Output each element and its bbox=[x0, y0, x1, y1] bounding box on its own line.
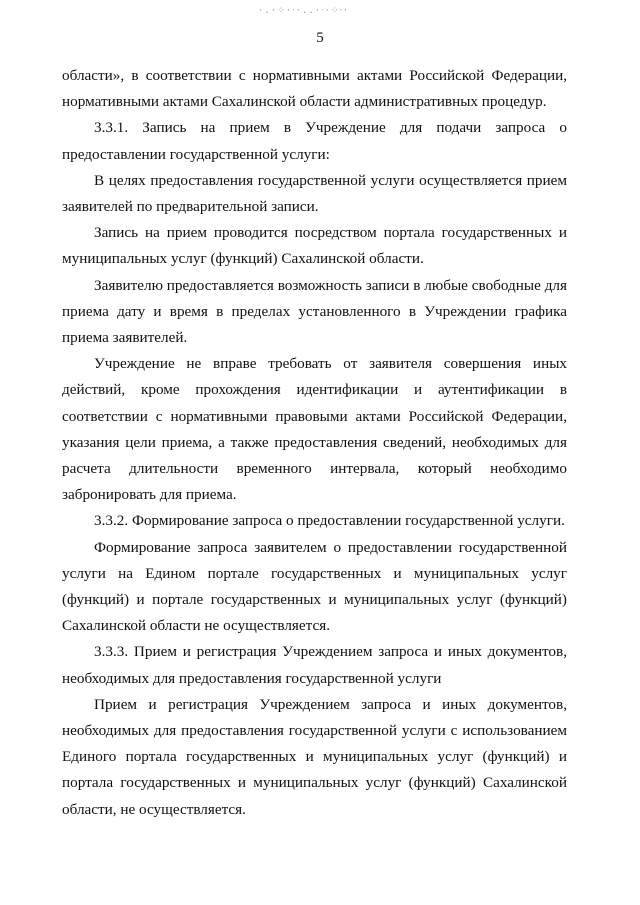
text-line: соответствии с нормативными правовыми актами Российской Федерации, bbox=[62, 407, 567, 425]
text-line: Единого портала государственных и муниципальных услуг (функций) и bbox=[62, 748, 567, 766]
text-line: Запись на прием проводится посредством портала государственных и bbox=[94, 224, 567, 242]
text-line: Учреждение не вправе требовать от заявителя совершения иных bbox=[94, 355, 567, 373]
text-line: области», в соответствии с нормативными актами Российской Федерации, bbox=[62, 67, 567, 84]
paragraph-continuation bbox=[62, 63, 567, 115]
text-line: действий, кроме прохождения идентификации и аутентификации в bbox=[62, 381, 567, 399]
text-line: муниципальных услуг (функций) Сахалинской области. bbox=[62, 250, 424, 268]
text-line: Заявителю предоставляется возможность записи в любые свободные для bbox=[94, 276, 567, 294]
scan-artifact: ·.·⁘·ᐧ·..·ᐧ·⁘ᐧ· bbox=[258, 6, 350, 16]
paragraph bbox=[62, 273, 567, 352]
text-line: 3.3.2. Формирование запроса о предоставлении государственной услуги. bbox=[94, 512, 565, 530]
text-line: услуги на Едином портале государственных и муниципальных услуг bbox=[62, 564, 567, 582]
text-line: предоставлении государственной услуги: bbox=[62, 145, 330, 163]
paragraph bbox=[62, 220, 567, 272]
text-line: 3.3.3. Прием и регистрация Учреждением запроса и иных документов, bbox=[94, 643, 567, 661]
text-line: Прием и регистрация Учреждением запроса и иных документов, bbox=[94, 695, 567, 713]
section-3-3-3-heading bbox=[62, 639, 567, 691]
text-line: расчета длительности временного интервала, который необходимо bbox=[62, 460, 567, 478]
text-line: 3.3.1. Запись на прием в Учреждение для подачи запроса о bbox=[94, 119, 567, 137]
text-line: приема дату и время в пределах установленного в Учреждении графика bbox=[62, 302, 567, 320]
text-line: В целях предоставления государственной услуги осуществляется прием bbox=[94, 171, 567, 189]
text-line: необходимых для предоставления государственной услуги с использованием bbox=[62, 722, 567, 740]
paragraph bbox=[62, 351, 567, 508]
text-line: указания цели приема, а также предоставления сведений, необходимых для bbox=[62, 433, 567, 451]
paragraph bbox=[62, 535, 567, 640]
text-line: Формирование запроса заявителем о предоставлении государственной bbox=[94, 538, 567, 556]
text-line: забронировать для приема. bbox=[62, 486, 237, 504]
text-line: заявителей по предварительной записи. bbox=[62, 198, 319, 216]
text-line: необходимых для предоставления государственной услуги bbox=[62, 669, 442, 687]
text-line: Сахалинской области не осуществляется. bbox=[62, 617, 330, 635]
text-line: приема заявителей. bbox=[62, 329, 188, 347]
text-line: портала государственных и муниципальных услуг (функций) Сахалинской bbox=[62, 774, 567, 792]
text-line: нормативными актами Сахалинской области административных процедур. bbox=[62, 93, 547, 111]
section-3-3-2-heading bbox=[62, 508, 567, 534]
page-number: 5 bbox=[316, 30, 324, 46]
paragraph bbox=[62, 692, 567, 823]
text-line: области, не осуществляется. bbox=[62, 800, 246, 818]
paragraph bbox=[62, 168, 567, 220]
document-body bbox=[62, 63, 567, 823]
text-line: (функций) и портале государственных и муниципальных услуг (функций) bbox=[62, 591, 567, 609]
section-3-3-1-heading bbox=[62, 115, 567, 167]
